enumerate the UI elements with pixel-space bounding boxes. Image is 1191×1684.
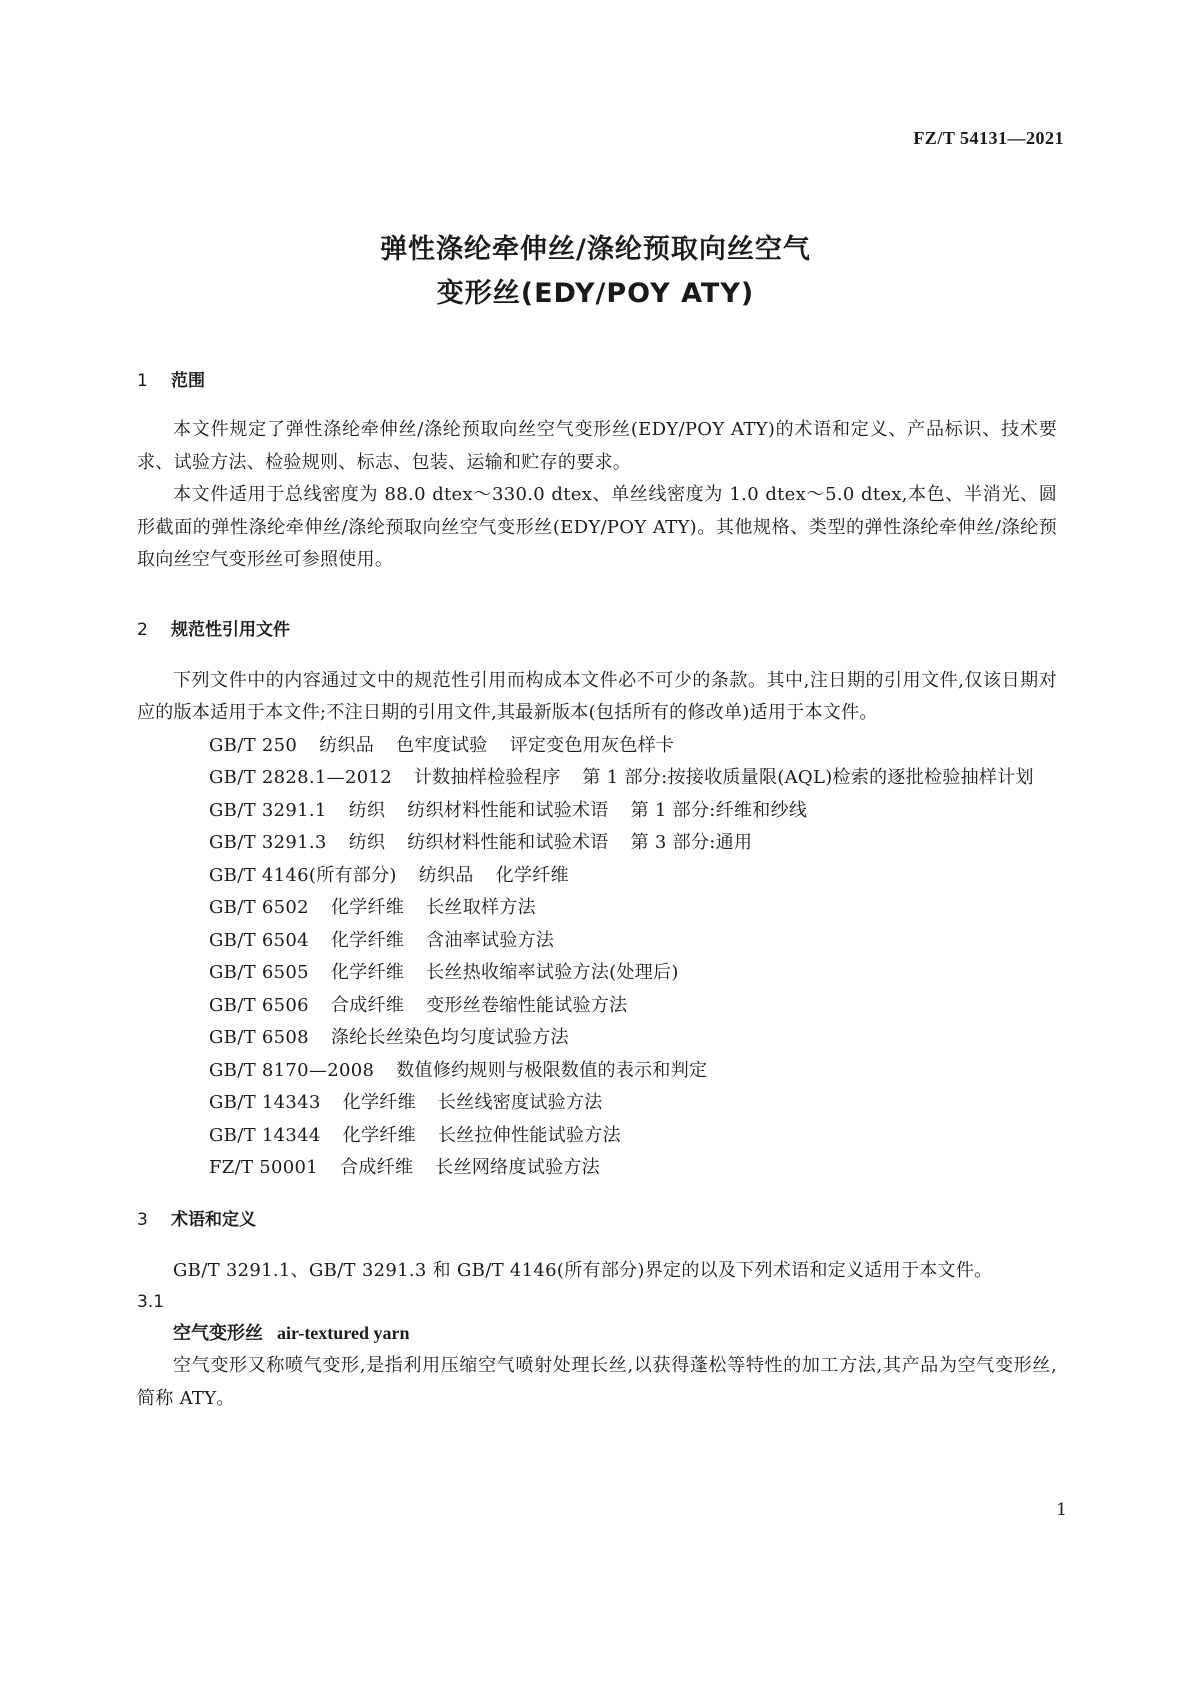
reference-title-part: 长丝热收缩率试验方法(处理后)	[426, 962, 679, 983]
reference-code: GB/T 2828.1—2012	[209, 767, 392, 788]
reference-title-part: 化学纤维	[495, 864, 569, 886]
section-number: 1	[137, 371, 148, 391]
term-definition: 空气变形又称喷气变形,是指利用压缩空气喷射处理长丝,以获得蓬松等特性的加工方法,其产品为空气变形丝,简称 ATY。	[137, 1355, 1057, 1409]
reference-title-part: 含油率试验方法	[426, 929, 555, 951]
reference-item	[137, 1120, 1057, 1153]
document-body	[137, 368, 1057, 1415]
scope-paragraph: 本文件适用于总线密度为 88.0 dtex～330.0 dtex、单丝线密度为 1.0 dtex～5.0 dtex,本色、半消光、圆形截面的弹性涤纶牵伸丝/涤纶预取向丝空气变形丝(EDY/POY ATY)。其他规格、类型的弹性涤纶牵伸丝/涤纶预取向丝空气变形丝可参照使用。	[137, 484, 1057, 570]
reference-item	[137, 795, 1057, 828]
page-number: 1	[1056, 1500, 1067, 1520]
section-3-heading	[137, 1207, 1057, 1233]
reference-title-part: 长丝取样方法	[426, 897, 536, 918]
reference-title-part: 评定变色用灰色样卡	[509, 734, 675, 756]
terms-intro: GB/T 3291.1、GB/T 3291.3 和 GB/T 4146(所有部分)界定的以及下列术语和定义适用于本文件。	[173, 1259, 993, 1281]
reference-title-part: 第 1 部分:按接收质量限(AQL)检索的逐批检验抽样计划	[582, 767, 1034, 788]
reference-code: GB/T 3291.1	[209, 799, 327, 821]
reference-title-part: 第 1 部分:纤维和纱线	[630, 799, 808, 821]
reference-code: GB/T 6504	[209, 929, 309, 951]
reference-code: FZ/T 50001	[209, 1157, 319, 1178]
reference-item	[137, 925, 1057, 958]
reference-title-part: 化学纤维	[342, 1092, 416, 1113]
reference-title-part: 数值修约规则与极限数值的表示和判定	[396, 1059, 708, 1081]
reference-code: GB/T 6506	[209, 994, 309, 1016]
section-2-heading	[137, 617, 1057, 643]
reference-title-part: 计数抽样检验程序	[414, 767, 561, 788]
reference-title-part: 第 3 部分:通用	[630, 832, 753, 853]
reference-code: GB/T 14343	[209, 1092, 321, 1113]
scope-paragraph: 本文件规定了弹性涤纶牵伸丝/涤纶预取向丝空气变形丝(EDY/POY ATY)的术语和定义、产品标识、技术要求、试验方法、检验规则、标志、包装、运输和贮存的要求。	[137, 419, 1057, 473]
reference-title-part: 化学纤维	[330, 962, 405, 983]
section-title: 规范性引用文件	[171, 619, 290, 640]
section-number: 2	[137, 619, 148, 640]
reference-item	[137, 990, 1057, 1023]
reference-code: GB/T 3291.3	[209, 832, 327, 853]
document-title	[0, 228, 1191, 316]
section-1-heading	[137, 368, 1057, 394]
reference-item	[137, 1022, 1057, 1055]
reference-item	[137, 1087, 1057, 1120]
section-title: 术语和定义	[171, 1209, 256, 1230]
reference-title-part: 纺织品	[319, 734, 375, 756]
reference-title-part: 化学纤维	[342, 1124, 416, 1146]
reference-title-part: 化学纤维	[330, 929, 405, 951]
term-english: air-textured yarn	[277, 1323, 410, 1343]
reference-title-part: 纺织材料性能和试验术语	[407, 832, 609, 853]
section-title: 范围	[171, 371, 205, 391]
reference-item	[137, 957, 1057, 990]
references-intro: 下列文件中的内容通过文中的规范性引用而构成本文件必不可少的条款。其中,注日期的引用文件,仅该日期对应的版本适用于本文件;不注日期的引用文件,其最新版本(包括所有的修改单)适用于本文件。	[137, 669, 1057, 723]
reference-code: GB/T 6502	[209, 897, 309, 918]
reference-title-part: 纺织	[348, 799, 386, 821]
reference-title-part: 合成纤维	[340, 1157, 414, 1178]
reference-item	[137, 762, 1057, 795]
reference-item	[137, 730, 1057, 763]
reference-title-part: 纺织品	[418, 864, 474, 886]
reference-code: GB/T 4146(所有部分)	[209, 864, 397, 886]
reference-item	[137, 1152, 1057, 1185]
standard-number: FZ/T 54131—2021	[913, 128, 1064, 148]
reference-title-part: 化学纤维	[330, 897, 405, 918]
reference-title-part: 长丝线密度试验方法	[437, 1092, 603, 1113]
reference-title-part: 纺织材料性能和试验术语	[407, 799, 609, 821]
reference-title-part: 涤纶长丝染色均匀度试验方法	[330, 1027, 569, 1048]
reference-item	[137, 892, 1057, 925]
reference-title-part: 纺织	[348, 832, 386, 853]
term-number: 3.1	[137, 1292, 165, 1312]
reference-title-part: 长丝拉伸性能试验方法	[437, 1124, 621, 1146]
title-line-1: 弹性涤纶牵伸丝/涤纶预取向丝空气	[380, 234, 811, 265]
reference-code: GB/T 14344	[209, 1124, 321, 1146]
section-number: 3	[137, 1209, 148, 1230]
reference-code: GB/T 6505	[209, 962, 309, 983]
reference-title-part: 变形丝卷缩性能试验方法	[426, 994, 628, 1016]
reference-item	[137, 860, 1057, 893]
reference-title-part: 合成纤维	[330, 994, 405, 1016]
reference-list	[137, 730, 1057, 1185]
reference-title-part: 长丝网络度试验方法	[435, 1157, 600, 1178]
term-chinese: 空气变形丝	[173, 1323, 263, 1344]
reference-code: GB/T 6508	[209, 1027, 309, 1048]
reference-code: GB/T 8170—2008	[209, 1059, 375, 1081]
reference-item	[137, 1055, 1057, 1088]
reference-title-part: 色牢度试验	[396, 734, 488, 756]
term-heading	[137, 1317, 1057, 1350]
title-line-2: 变形丝(EDY/POY ATY)	[436, 278, 755, 309]
reference-code: GB/T 250	[209, 734, 298, 756]
reference-item	[137, 827, 1057, 860]
